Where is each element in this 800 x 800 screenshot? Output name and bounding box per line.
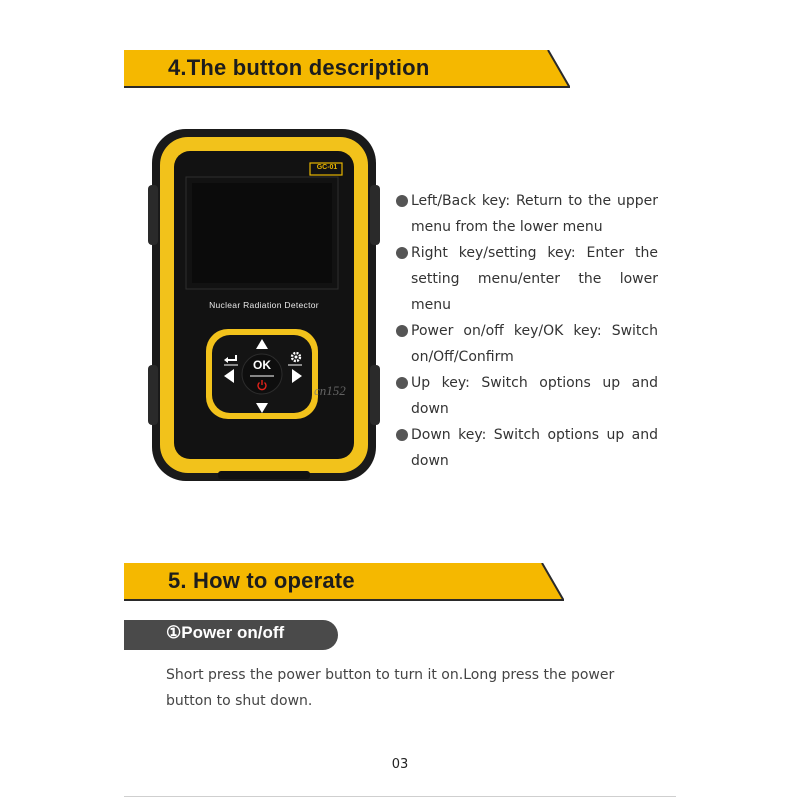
bullet-icon — [396, 429, 408, 441]
down-key-icon[interactable] — [255, 401, 269, 413]
list-item: Left/Back key: Return to the upper menu from the lower menu — [396, 188, 658, 240]
up-key-icon[interactable] — [255, 337, 269, 349]
device-label: Nuclear Radiation Detector — [209, 300, 319, 310]
ok-button[interactable]: OK — [253, 358, 271, 372]
back-arrow-icon — [224, 351, 238, 361]
model-badge: GC-01 — [316, 164, 338, 171]
power-icon[interactable] — [256, 378, 268, 390]
gear-icon — [290, 350, 302, 362]
section-5-banner — [124, 563, 564, 601]
page-number: 03 — [391, 757, 409, 772]
radiation-detector-device — [148, 125, 380, 485]
bullet-icon — [396, 325, 408, 337]
bullet-icon — [396, 195, 408, 207]
left-back-key-icon[interactable] — [222, 367, 238, 385]
button-description-list — [396, 188, 658, 474]
step-1-text: Short press the power button to turn it on.Long press the power button to shut down. — [166, 667, 615, 709]
watermark: cn152 — [314, 383, 346, 398]
step-1-heading: ①Power on/off — [124, 620, 338, 650]
list-item: Up key: Switch options up and down — [396, 370, 658, 422]
section-4-banner — [124, 50, 564, 88]
bullet-icon — [396, 247, 408, 259]
list-item: Right key/setting key: Enter the setting menu/enter the lower menu — [396, 240, 658, 318]
right-setting-key-icon[interactable] — [288, 367, 304, 385]
list-item: Down key: Switch options up and down — [396, 422, 658, 474]
section-5-title: 5. How to operate — [168, 568, 355, 593]
list-item: Power on/off key/OK key: Switch on/Off/Confirm — [396, 318, 658, 370]
divider — [124, 796, 676, 797]
bullet-icon — [396, 377, 408, 389]
section-4-title: 4.The button description — [168, 55, 430, 80]
